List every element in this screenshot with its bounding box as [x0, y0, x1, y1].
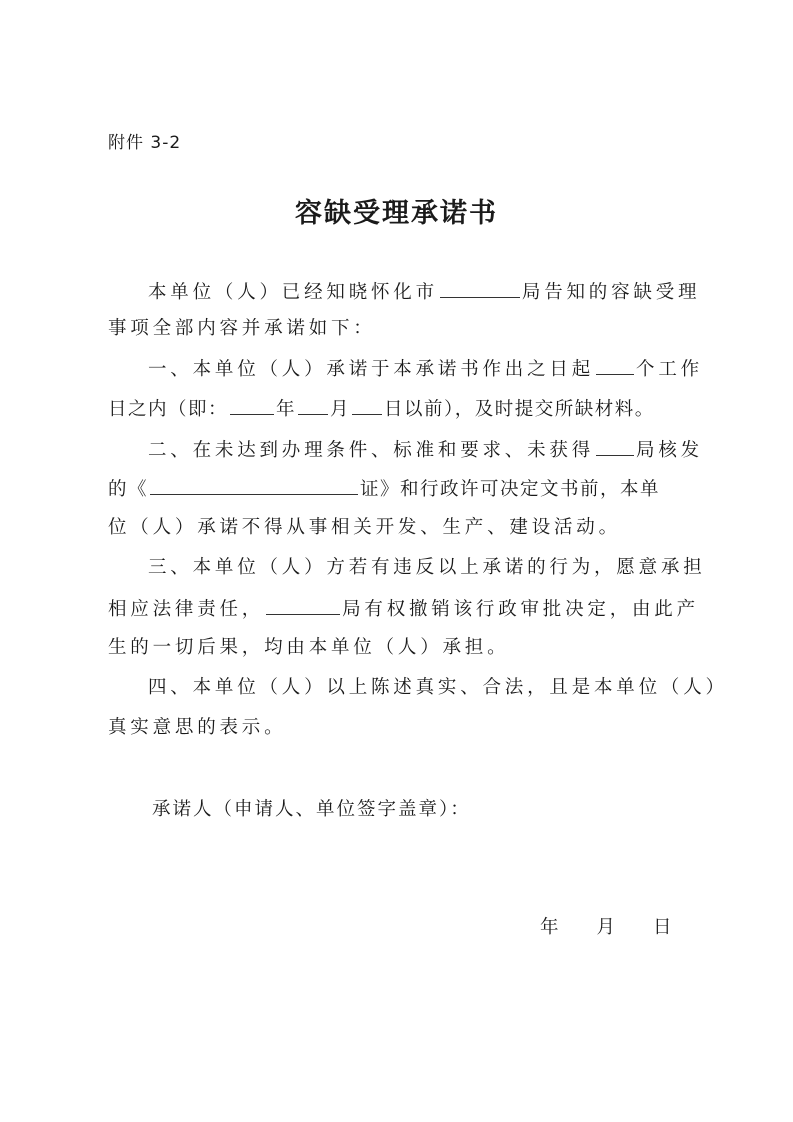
clause-1-line-2: [108, 396, 688, 422]
clause-4-line-2: 真实意思的表示。: [108, 717, 287, 738]
clause-4-text-a: 四、本单位（人）以上陈述真实、合法，且是本单位（人）: [148, 677, 728, 698]
clause-3-text-a: 三、本单位（人）方若有违反以上承诺的行为，愿意承担: [148, 557, 706, 578]
clause-3-text-b: 相应法律责任，: [108, 599, 265, 620]
deadline-month-blank[interactable]: [298, 396, 328, 415]
certificate-name-blank[interactable]: [150, 476, 358, 495]
intro-line-2: 事项全部内容并承诺如下：: [108, 318, 376, 339]
issuing-bureau-blank[interactable]: [596, 437, 634, 456]
clause-3-line-2: [108, 596, 699, 622]
clause-2-line-2: [108, 476, 688, 502]
clause-2-text-d: 证》和行政许可决定文书前，本单: [360, 479, 661, 500]
signatory-label: 承诺人（申请人、单位签字盖章）：: [152, 799, 471, 820]
clause-2-text-a: 二、在未达到办理条件、标准和要求、未获得: [148, 440, 595, 461]
clause-1-month: 月: [330, 399, 351, 420]
signature-year-space[interactable]: [561, 915, 595, 933]
document-title: 容缺受理承诺书: [295, 198, 498, 229]
signature-date: [540, 913, 672, 939]
clause-3-line-1: [108, 556, 706, 580]
signature-year: 年: [540, 917, 559, 938]
clause-2-text-c: 的《: [108, 479, 149, 500]
clause-1-year: 年: [276, 399, 297, 420]
intro-text-b: 局告知的容缺受理: [521, 282, 701, 303]
clause-1-text-b: 个工作: [636, 359, 703, 380]
deadline-day-blank[interactable]: [352, 396, 382, 415]
clause-3-line-3: 生的一切后果，均由本单位（人）承担。: [108, 637, 510, 658]
signature-day: 日: [653, 917, 672, 938]
clause-2-line-3: 位（人）承诺不得从事相关开发、生产、建设活动。: [108, 517, 621, 538]
revoking-bureau-blank[interactable]: [266, 596, 340, 615]
clause-1-text-a: 一、本单位（人）承诺于本承诺书作出之日起: [148, 359, 595, 380]
clause-2-line-1: [108, 437, 703, 463]
intro-text-a: 本单位（人）已经知晓怀化市: [148, 282, 438, 303]
clause-1-text-d: 日以前），及时提交所缺材料。: [384, 399, 655, 420]
clause-1-text-c: 日之内（即：: [108, 399, 229, 420]
clause-1-line-1: [108, 356, 703, 382]
signature-month-space[interactable]: [617, 915, 651, 933]
clause-4-line-1: [108, 676, 728, 700]
working-days-blank[interactable]: [596, 356, 634, 375]
deadline-year-blank[interactable]: [230, 396, 274, 415]
intro-line-1: [108, 279, 701, 305]
city-bureau-blank[interactable]: [440, 279, 520, 298]
signature-month: 月: [596, 917, 616, 938]
clause-3-text-c: 局有权撤销该行政审批决定，由此产: [342, 599, 699, 620]
clause-2-text-b: 局核发: [636, 440, 703, 461]
attachment-label: 附件 3-2: [108, 133, 182, 153]
